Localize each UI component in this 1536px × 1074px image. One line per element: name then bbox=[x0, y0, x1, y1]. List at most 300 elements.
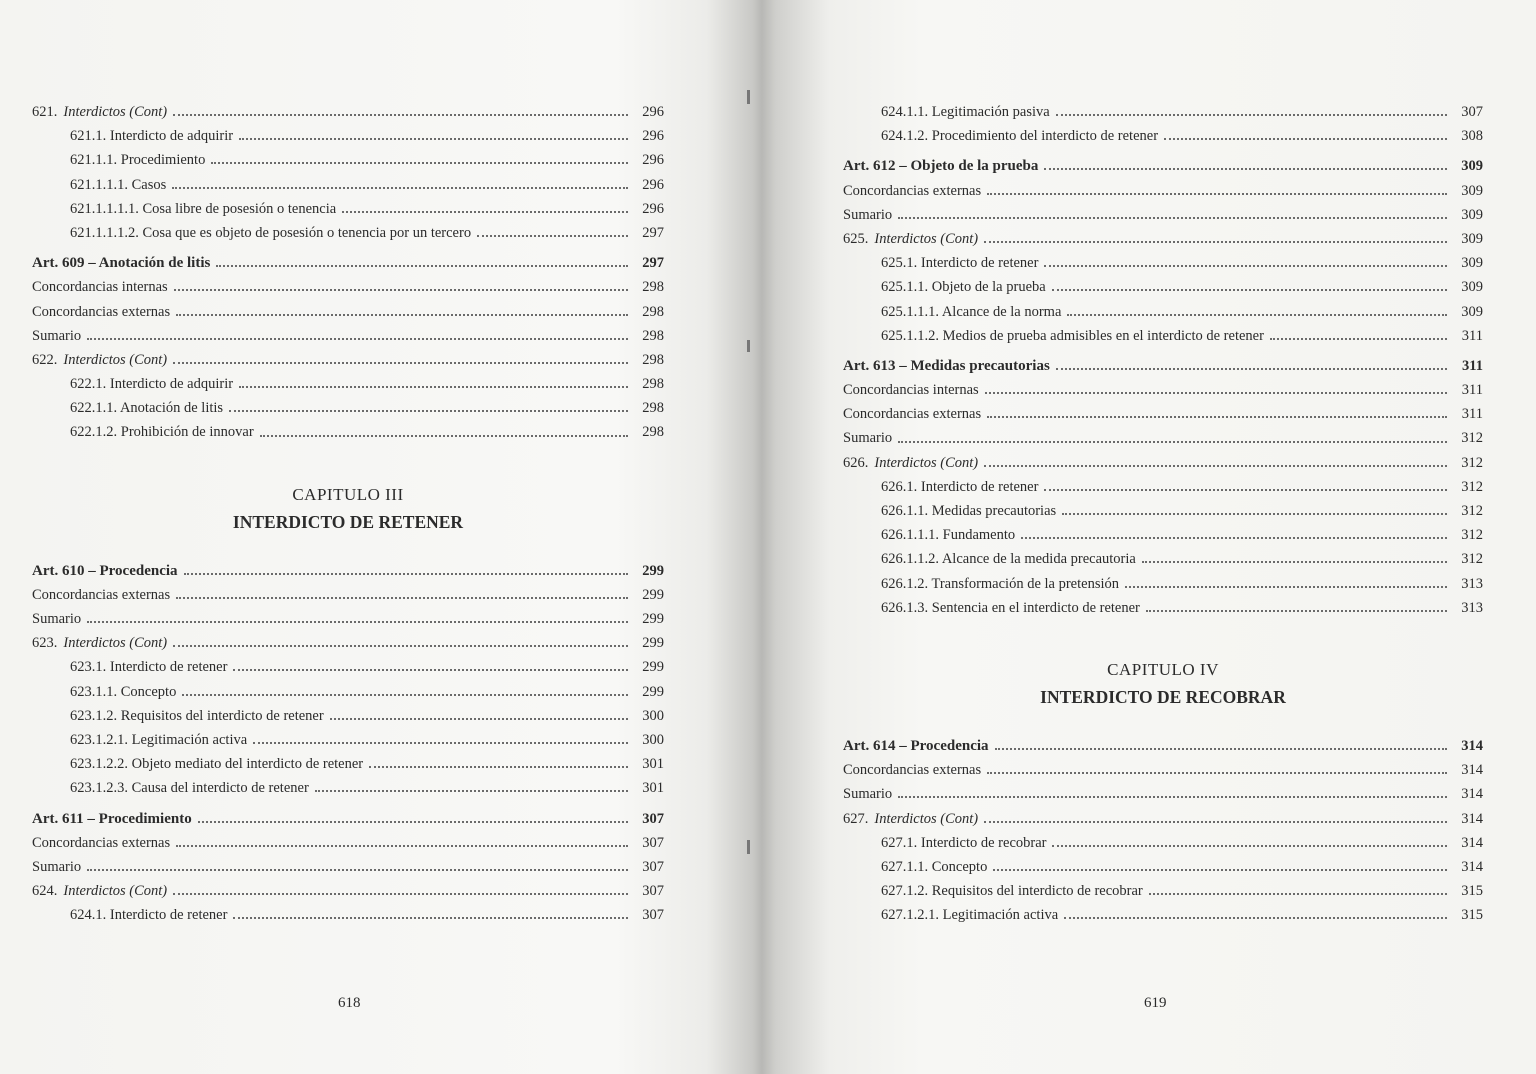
toc-entry-number: 626. bbox=[843, 454, 869, 471]
toc-entry-title bbox=[881, 572, 1119, 596]
toc-entry-title bbox=[881, 547, 1136, 571]
toc-entry-label: Interdictos (Cont) bbox=[874, 230, 979, 247]
toc-entry-title bbox=[881, 879, 1143, 903]
dot-leader bbox=[1125, 586, 1447, 588]
toc-entry-label: Sumario bbox=[32, 858, 82, 875]
toc-entry bbox=[32, 173, 664, 197]
dot-leader bbox=[87, 621, 628, 623]
toc-entry-label: 625.1. Interdicto de retener bbox=[881, 255, 1039, 272]
toc-entry-title bbox=[32, 300, 170, 324]
toc-entry bbox=[843, 100, 1483, 124]
toc-entry-label: Concordancias externas bbox=[32, 586, 171, 603]
toc-entry bbox=[843, 782, 1483, 806]
dot-leader bbox=[87, 338, 628, 340]
dot-leader bbox=[1044, 265, 1447, 267]
toc-entry-title bbox=[70, 197, 336, 221]
toc-entry-label: 622.1.1. Anotación de litis bbox=[70, 400, 224, 417]
toc-entry bbox=[32, 324, 664, 348]
toc-entry-title bbox=[881, 275, 1046, 299]
toc-entry-title bbox=[881, 251, 1038, 275]
toc-entry-label: 623.1.1. Concepto bbox=[70, 683, 177, 700]
toc-entry-page: 312 bbox=[1461, 551, 1483, 568]
dot-leader bbox=[216, 265, 628, 267]
toc-entry-page: 296 bbox=[642, 176, 664, 193]
toc-entry-title bbox=[70, 728, 247, 752]
toc-entry-page: 314 bbox=[1461, 762, 1483, 779]
toc-entry-title bbox=[70, 752, 363, 776]
toc-entry-title bbox=[32, 855, 81, 879]
toc-entry-page: 307 bbox=[642, 834, 664, 851]
toc-entry bbox=[843, 879, 1483, 903]
dot-leader bbox=[987, 772, 1447, 774]
toc-entry-title bbox=[881, 100, 1050, 124]
toc-entry-label: 627.1.2.1. Legitimación activa bbox=[881, 907, 1059, 924]
toc-entry-label: 626.1.1. Medidas precautorias bbox=[881, 503, 1057, 519]
toc-entry bbox=[843, 758, 1483, 782]
toc-entry-title bbox=[881, 475, 1038, 499]
dot-leader bbox=[176, 597, 628, 599]
toc-entry bbox=[843, 596, 1483, 620]
toc-entry-page: 315 bbox=[1461, 907, 1483, 924]
toc-entry-label: 624.1.1. Legitimación pasiva bbox=[881, 104, 1050, 120]
toc-entry-number: 627. bbox=[843, 810, 869, 827]
dot-leader bbox=[898, 796, 1447, 798]
toc-entry-page: 311 bbox=[1462, 357, 1483, 374]
toc-entry bbox=[32, 776, 664, 800]
toc-entry-page: 307 bbox=[642, 907, 664, 924]
toc-entry-title bbox=[881, 855, 987, 879]
toc-entry-title bbox=[881, 300, 1061, 324]
toc-entry bbox=[32, 607, 664, 631]
dot-leader bbox=[176, 845, 628, 847]
toc-entry-page: 298 bbox=[642, 327, 664, 344]
dot-leader bbox=[987, 193, 1447, 195]
toc-entry-page: 312 bbox=[1461, 503, 1483, 519]
toc-entry-label: Concordancias externas bbox=[843, 406, 982, 423]
toc-entry-label: Art. 613 – Medidas precautorias bbox=[843, 357, 1050, 374]
toc-list-top bbox=[843, 100, 1483, 620]
toc-entry-page: 312 bbox=[1461, 454, 1483, 471]
toc-entry bbox=[32, 148, 664, 172]
toc-entry-page: 309 bbox=[1461, 279, 1483, 296]
toc-entry-title bbox=[843, 203, 892, 227]
toc-entry-label: 627.1.1. Concepto bbox=[881, 858, 988, 875]
toc-entry-page: 301 bbox=[642, 780, 664, 797]
toc-entry bbox=[32, 300, 664, 324]
toc-entry-page: 298 bbox=[642, 303, 664, 320]
toc-entry-title bbox=[70, 148, 205, 172]
chapter-title: INTERDICTO DE RETENER bbox=[232, 511, 464, 532]
toc-entry-label: Interdictos (Cont) bbox=[63, 351, 168, 368]
toc-entry-label: Interdictos (Cont) bbox=[63, 104, 168, 120]
toc-entry bbox=[843, 523, 1483, 547]
dot-leader bbox=[173, 893, 628, 895]
toc-entry bbox=[32, 348, 664, 372]
toc-article-entry bbox=[843, 154, 1483, 178]
toc-entry-page: 298 bbox=[642, 279, 664, 296]
gutter-mark bbox=[747, 340, 750, 352]
toc-entry-label: 622.1. Interdicto de adquirir bbox=[70, 376, 234, 393]
toc-entry-page: 299 bbox=[642, 659, 664, 676]
toc-entry-title bbox=[70, 420, 254, 444]
toc-entry-label: 623.1.2. Requisitos del interdicto de retener bbox=[70, 707, 324, 724]
toc-entry bbox=[843, 831, 1483, 855]
toc-entry bbox=[843, 903, 1483, 927]
dot-leader bbox=[1062, 513, 1447, 515]
toc-entry-title bbox=[881, 324, 1264, 348]
toc-entry-page: 311 bbox=[1461, 406, 1483, 423]
toc-entry-number: 621. bbox=[32, 104, 58, 120]
toc-entry bbox=[843, 402, 1483, 426]
toc-entry-page: 298 bbox=[642, 351, 664, 368]
toc-entry-page: 311 bbox=[1461, 382, 1483, 399]
dot-leader bbox=[987, 416, 1447, 418]
toc-entry-label: Interdictos (Cont) bbox=[63, 883, 168, 900]
toc-entry-page: 309 bbox=[1461, 182, 1483, 199]
toc-entry bbox=[32, 583, 664, 607]
dot-leader bbox=[985, 392, 1447, 394]
toc-entry-page: 299 bbox=[642, 611, 664, 627]
toc-entry-title bbox=[843, 227, 978, 251]
toc-entry bbox=[32, 631, 664, 655]
toc-entry-page: 309 bbox=[1461, 230, 1483, 247]
toc-entry-page: 315 bbox=[1461, 883, 1483, 900]
page-number: 618 bbox=[338, 995, 361, 1011]
toc-entry bbox=[843, 324, 1483, 348]
dot-leader bbox=[1142, 561, 1447, 563]
toc-entry-page: 298 bbox=[642, 400, 664, 417]
toc-entry-number: 625. bbox=[843, 230, 869, 247]
toc-entry-title bbox=[32, 583, 170, 607]
toc-entry-label: Sumario bbox=[32, 611, 82, 627]
toc-entry-label: 621.1.1.1. Casos bbox=[70, 176, 167, 193]
toc-entry-label: Sumario bbox=[843, 206, 893, 223]
toc-entry-page: 296 bbox=[642, 128, 664, 145]
dot-leader bbox=[993, 869, 1447, 871]
chapter-heading bbox=[843, 658, 1483, 712]
dot-leader bbox=[87, 869, 628, 871]
toc-entry-label: Art. 610 – Procedencia bbox=[32, 562, 178, 579]
toc-entry-title bbox=[32, 100, 167, 124]
toc-entry-title bbox=[843, 758, 981, 782]
toc-entry-label: Art. 614 – Procedencia bbox=[843, 737, 989, 754]
toc-entry-page: 298 bbox=[642, 424, 664, 441]
toc-entry-page: 312 bbox=[1461, 478, 1483, 495]
toc-entry bbox=[843, 227, 1483, 251]
toc-entry-page: 307 bbox=[642, 858, 664, 875]
toc-entry-title bbox=[32, 631, 167, 655]
dot-leader bbox=[1052, 289, 1447, 291]
toc-entry-page: 299 bbox=[642, 683, 664, 700]
dot-leader bbox=[1056, 114, 1447, 116]
toc-entry-label: Art. 612 – Objeto de la prueba bbox=[843, 158, 1039, 175]
toc-entry-title bbox=[843, 782, 892, 806]
dot-leader bbox=[260, 435, 628, 437]
dot-leader bbox=[898, 217, 1447, 219]
toc-entry-title bbox=[881, 831, 1046, 855]
dot-leader bbox=[172, 187, 628, 189]
toc-entry-page: 296 bbox=[642, 200, 664, 217]
toc-entry-page: 309 bbox=[1461, 158, 1483, 175]
toc-entry-title bbox=[843, 354, 1050, 378]
left-page bbox=[32, 100, 664, 927]
dot-leader bbox=[253, 742, 628, 744]
toc-entry-page: 312 bbox=[1461, 430, 1483, 447]
toc-entry-page: 297 bbox=[642, 224, 664, 241]
toc-entry bbox=[843, 426, 1483, 450]
dot-leader bbox=[984, 821, 1447, 823]
toc-entry-label: Sumario bbox=[843, 430, 893, 447]
page-number: 619 bbox=[1144, 995, 1167, 1011]
chapter-title: INTERDICTO DE RECOBRAR bbox=[1040, 686, 1286, 707]
toc-entry bbox=[843, 475, 1483, 499]
toc-entry-title bbox=[881, 903, 1058, 927]
toc-entry-page: 301 bbox=[642, 756, 664, 773]
toc-entry bbox=[32, 275, 664, 299]
toc-entry-page: 299 bbox=[642, 586, 664, 603]
toc-entry bbox=[32, 855, 664, 879]
toc-entry-page: 314 bbox=[1461, 810, 1483, 827]
toc-entry-label: Concordancias externas bbox=[843, 182, 982, 199]
gutter-mark bbox=[747, 840, 750, 854]
toc-entry-page: 309 bbox=[1461, 303, 1483, 320]
toc-entry-page: 300 bbox=[642, 707, 664, 724]
toc-entry-label: 623.1.2.2. Objeto mediato del interdicto de retener bbox=[70, 756, 364, 773]
toc-entry-number: 623. bbox=[32, 635, 58, 652]
toc-entry-title bbox=[32, 348, 167, 372]
dot-leader bbox=[1067, 314, 1447, 316]
toc-entry bbox=[32, 704, 664, 728]
toc-article-entry bbox=[843, 354, 1483, 378]
toc-entry-label: 621.1. Interdicto de adquirir bbox=[70, 128, 234, 145]
toc-entry-title bbox=[70, 124, 233, 148]
toc-entry-label: 626.1.2. Transformación de la pretensión bbox=[881, 575, 1120, 592]
toc-entry bbox=[32, 752, 664, 776]
dot-leader bbox=[477, 235, 628, 237]
toc-entry-title bbox=[70, 221, 471, 245]
toc-entry-label: Sumario bbox=[32, 327, 82, 344]
toc-entry-title bbox=[843, 451, 978, 475]
dot-leader bbox=[995, 748, 1447, 750]
toc-entry-label: Sumario bbox=[843, 786, 893, 803]
toc-entry bbox=[843, 179, 1483, 203]
toc-entry-title bbox=[70, 173, 166, 197]
toc-entry bbox=[32, 124, 664, 148]
toc-entry-title bbox=[32, 607, 81, 631]
toc-entry-label: 625.1.1.2. Medios de prueba admisibles en el interdicto de retener bbox=[881, 327, 1264, 344]
toc-entry bbox=[843, 275, 1483, 299]
dot-leader bbox=[984, 465, 1447, 467]
toc-entry-label: Interdictos (Cont) bbox=[63, 635, 168, 652]
dot-leader bbox=[1056, 368, 1447, 370]
dot-leader bbox=[898, 441, 1447, 443]
toc-entry-title bbox=[32, 275, 168, 299]
toc-entry-label: Concordancias externas bbox=[32, 303, 171, 320]
dot-leader bbox=[198, 821, 628, 823]
toc-entry-title bbox=[881, 499, 1056, 523]
toc-entry-label: Interdictos (Cont) bbox=[874, 454, 979, 471]
toc-entry bbox=[843, 124, 1483, 148]
toc-entry-title bbox=[843, 807, 978, 831]
dot-leader bbox=[239, 138, 628, 140]
toc-entry bbox=[32, 831, 664, 855]
dot-leader bbox=[174, 289, 628, 291]
dot-leader bbox=[1149, 893, 1447, 895]
toc-entry-page: 296 bbox=[642, 104, 664, 120]
toc-entry-label: Concordancias externas bbox=[843, 762, 982, 779]
toc-entry-page: 313 bbox=[1461, 575, 1483, 592]
toc-entry-title bbox=[70, 704, 324, 728]
toc-entry bbox=[32, 879, 664, 903]
toc-entry-title bbox=[881, 596, 1140, 620]
toc-article-entry bbox=[32, 559, 664, 583]
toc-entry-page: 308 bbox=[1461, 128, 1483, 145]
chapter-number: CAPITULO III bbox=[292, 484, 404, 504]
chapter-heading bbox=[32, 483, 664, 537]
dot-leader bbox=[330, 718, 628, 720]
right-page bbox=[843, 100, 1483, 927]
toc-entry bbox=[32, 655, 664, 679]
toc-entry-page: 311 bbox=[1461, 327, 1483, 344]
toc-entry-title bbox=[70, 903, 227, 927]
toc-entry-title bbox=[843, 378, 979, 402]
toc-entry bbox=[32, 221, 664, 245]
toc-entry bbox=[32, 396, 664, 420]
toc-entry-label: 627.1.2. Requisitos del interdicto de recobrar bbox=[881, 883, 1143, 900]
toc-entry bbox=[32, 903, 664, 927]
toc-entry bbox=[32, 728, 664, 752]
toc-entry-title bbox=[70, 396, 223, 420]
toc-entry bbox=[843, 807, 1483, 831]
dot-leader bbox=[184, 573, 628, 575]
toc-entry-page: 309 bbox=[1461, 255, 1483, 272]
toc-entry-title bbox=[881, 124, 1158, 148]
toc-entry-title bbox=[843, 426, 892, 450]
toc-list-bottom bbox=[32, 559, 664, 928]
toc-entry bbox=[843, 300, 1483, 324]
dot-leader bbox=[1052, 845, 1447, 847]
toc-entry-title bbox=[70, 655, 227, 679]
toc-entry-label: 623.1.2.1. Legitimación activa bbox=[70, 731, 248, 748]
dot-leader bbox=[1044, 168, 1447, 170]
toc-entry-title bbox=[32, 324, 81, 348]
toc-article-entry bbox=[32, 807, 664, 831]
dot-leader bbox=[315, 790, 628, 792]
dot-leader bbox=[233, 917, 628, 919]
toc-entry-number: 624. bbox=[32, 883, 58, 900]
toc-entry-label: 623.1. Interdicto de retener bbox=[70, 659, 228, 676]
toc-entry bbox=[32, 197, 664, 221]
toc-entry-page: 300 bbox=[642, 731, 664, 748]
dot-leader bbox=[182, 694, 628, 696]
toc-entry-page: 312 bbox=[1461, 527, 1483, 544]
toc-entry bbox=[843, 203, 1483, 227]
toc-entry-label: 621.1.1.1.1. Cosa libre de posesión o tenencia bbox=[70, 200, 337, 217]
toc-entry-label: 624.1. Interdicto de retener bbox=[70, 907, 228, 924]
dot-leader bbox=[229, 410, 628, 412]
toc-entry bbox=[843, 855, 1483, 879]
toc-entry bbox=[32, 420, 664, 444]
toc-entry-label: Concordancias internas bbox=[32, 279, 168, 296]
toc-entry-label: 621.1.1.1.2. Cosa que es objeto de posesión o tenencia por un tercero bbox=[70, 224, 472, 241]
toc-entry-label: 625.1.1.1. Alcance de la norma bbox=[881, 303, 1062, 320]
toc-list-top bbox=[32, 100, 664, 445]
toc-entry bbox=[32, 680, 664, 704]
toc-entry-label: 623.1.2.3. Causa del interdicto de retener bbox=[70, 780, 309, 797]
gutter-mark bbox=[747, 90, 750, 104]
toc-entry bbox=[843, 499, 1483, 523]
toc-entry-page: 299 bbox=[642, 635, 664, 652]
toc-entry-label: 626.1. Interdicto de retener bbox=[881, 478, 1039, 495]
toc-entry-title bbox=[32, 807, 192, 831]
dot-leader bbox=[173, 645, 628, 647]
dot-leader bbox=[239, 386, 628, 388]
toc-entry bbox=[32, 100, 664, 124]
dot-leader bbox=[1064, 917, 1447, 919]
toc-entry-label: 625.1.1. Objeto de la prueba bbox=[881, 279, 1046, 296]
dot-leader bbox=[1044, 489, 1447, 491]
toc-entry-label: 622.1.2. Prohibición de innovar bbox=[70, 424, 254, 441]
toc-entry-title bbox=[32, 879, 167, 903]
toc-list-bottom bbox=[843, 734, 1483, 928]
dot-leader bbox=[1021, 537, 1447, 539]
toc-entry-page: 314 bbox=[1461, 737, 1483, 754]
toc-entry-number: 622. bbox=[32, 351, 58, 368]
toc-entry-title bbox=[70, 776, 309, 800]
toc-entry-title bbox=[32, 251, 210, 275]
dot-leader bbox=[342, 211, 628, 213]
toc-entry-label: Art. 611 – Procedimiento bbox=[32, 810, 192, 827]
toc-entry-label: 626.1.3. Sentencia en el interdicto de retener bbox=[881, 599, 1140, 616]
toc-entry-label: Concordancias externas bbox=[32, 834, 171, 851]
toc-entry-title bbox=[70, 372, 233, 396]
toc-entry-label: 626.1.1.1. Fundamento bbox=[881, 527, 1016, 544]
toc-entry-label: 626.1.1.2. Alcance de la medida precautoria bbox=[881, 551, 1136, 568]
toc-entry bbox=[843, 572, 1483, 596]
toc-entry bbox=[32, 372, 664, 396]
toc-entry-title bbox=[881, 523, 1015, 547]
toc-entry-label: Art. 609 – Anotación de litis bbox=[32, 255, 211, 272]
toc-entry-title bbox=[843, 154, 1038, 178]
toc-entry-title bbox=[32, 559, 178, 583]
chapter-number: CAPITULO IV bbox=[1107, 659, 1219, 679]
dot-leader bbox=[233, 669, 628, 671]
toc-entry-page: 314 bbox=[1461, 858, 1483, 875]
dot-leader bbox=[211, 162, 628, 164]
toc-entry-title bbox=[70, 680, 176, 704]
toc-article-entry bbox=[32, 251, 664, 275]
toc-entry-page: 307 bbox=[642, 810, 664, 827]
toc-article-entry bbox=[843, 734, 1483, 758]
dot-leader bbox=[176, 314, 628, 316]
dot-leader bbox=[173, 114, 628, 116]
toc-entry-label: Interdictos (Cont) bbox=[874, 810, 979, 827]
toc-entry bbox=[843, 378, 1483, 402]
toc-entry-title bbox=[843, 179, 981, 203]
toc-entry-page: 297 bbox=[642, 255, 664, 272]
toc-entry-page: 307 bbox=[1461, 104, 1483, 120]
toc-entry-page: 314 bbox=[1461, 834, 1483, 851]
toc-entry-page: 299 bbox=[642, 562, 664, 579]
toc-entry bbox=[843, 451, 1483, 475]
toc-entry-title bbox=[843, 734, 989, 758]
toc-entry-title bbox=[843, 402, 981, 426]
dot-leader bbox=[173, 362, 628, 364]
toc-entry-page: 298 bbox=[642, 376, 664, 393]
toc-entry-label: 621.1.1. Procedimiento bbox=[70, 152, 206, 169]
toc-entry bbox=[843, 547, 1483, 571]
dot-leader bbox=[1270, 338, 1447, 340]
